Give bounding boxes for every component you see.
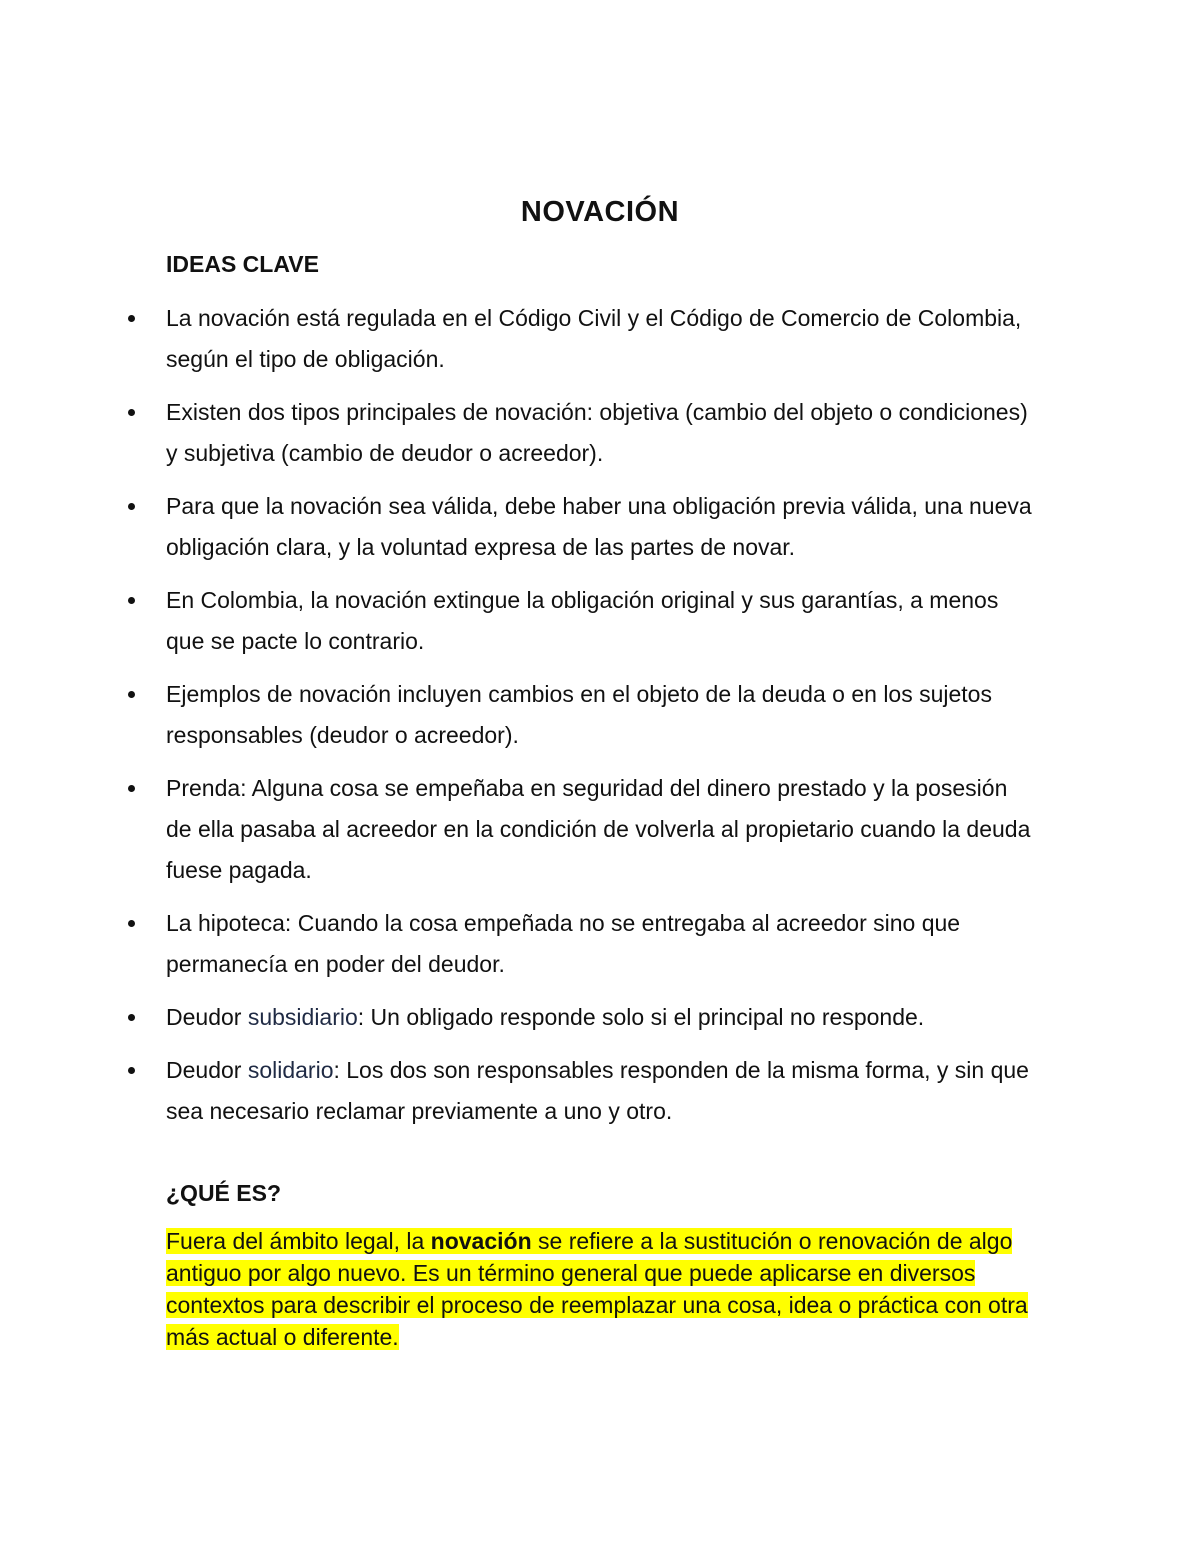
list-item [166, 903, 1036, 985]
list-item [166, 392, 1036, 474]
list-item [166, 298, 1036, 380]
bullet-icon [128, 785, 135, 792]
definition-keyword: novación [430, 1228, 532, 1254]
definition-text-start: Fuera del ámbito legal, la [166, 1228, 431, 1254]
list-item-text: En Colombia, la novación extingue la obligación original y sus garantías, a menos que se pacte lo contrario. [166, 587, 999, 654]
list-item-text: La hipoteca: Cuando la cosa empeñada no se entregaba al acreedor sino que permanecía en poder del deudor. [166, 910, 961, 977]
list-item [166, 486, 1036, 568]
list-item [166, 580, 1036, 662]
list-item-text: Para que la novación sea válida, debe haber una obligación previa válida, una nueva obligación clara, y la voluntad expresa de las partes de novar. [166, 493, 1032, 560]
bullet-icon [128, 1067, 135, 1074]
document-title: NOVACIÓN [520, 196, 680, 228]
bullet-icon [128, 920, 135, 927]
deudor-solidario-text: : Los dos son responsables responden de la misma forma, y sin que sea necesario reclamar previamente a uno y otro. [166, 1057, 1029, 1124]
list-item-deudor-solidario [166, 1050, 1036, 1132]
list-item [166, 768, 1036, 891]
deudor-subsidiario-text: : Un obligado responde solo si el principal no responde. [357, 1004, 925, 1030]
que-es-heading: ¿QUÉ ES? [166, 1180, 282, 1206]
deudor-solidario-prefix: Deudor [166, 1057, 248, 1083]
list-item-text: La novación está regulada en el Código Civil y el Código de Comercio de Colombia, según el tipo de obligación. [166, 305, 1022, 372]
list-item-text: Existen dos tipos principales de novación: objetiva (cambio del objeto o condiciones) y subjetiva (cambio de deudor o acreedor). [166, 399, 1028, 466]
bullet-icon [128, 503, 135, 510]
deudor-solidario-term: solidario [247, 1057, 334, 1083]
deudor-subsidiario-term: subsidiario [247, 1004, 358, 1030]
bullet-icon [128, 597, 135, 604]
bullet-icon [128, 409, 135, 416]
bullet-icon [128, 691, 135, 698]
bullet-icon [128, 1014, 135, 1021]
bullet-icon [128, 315, 135, 322]
definition-paragraph [166, 1225, 1036, 1353]
deudor-subsidiario-prefix: Deudor [166, 1004, 248, 1030]
list-item [166, 674, 1036, 756]
ideas-clave-heading: IDEAS CLAVE [166, 251, 319, 277]
key-ideas-list [166, 298, 1036, 1144]
list-item-text: Prenda: Alguna cosa se empeñaba en seguridad del dinero prestado y la posesión de ella pasaba al acreedor en la condición de volverla al propietario cuando la deuda fuese pagada. [166, 775, 1031, 883]
definition-text-end: se refiere a la sustitución o renovación de algo antiguo por algo nuevo. Es un término general que puede aplicarse en diversos contextos para describir el proceso de reemplazar una cosa, idea o práctica con otra más actual o diferente. [166, 1228, 1028, 1350]
list-item-text: Ejemplos de novación incluyen cambios en el objeto de la deuda o en los sujetos responsables (deudor o acreedor). [166, 681, 992, 748]
list-item-deudor-subsidiario [166, 997, 1036, 1038]
